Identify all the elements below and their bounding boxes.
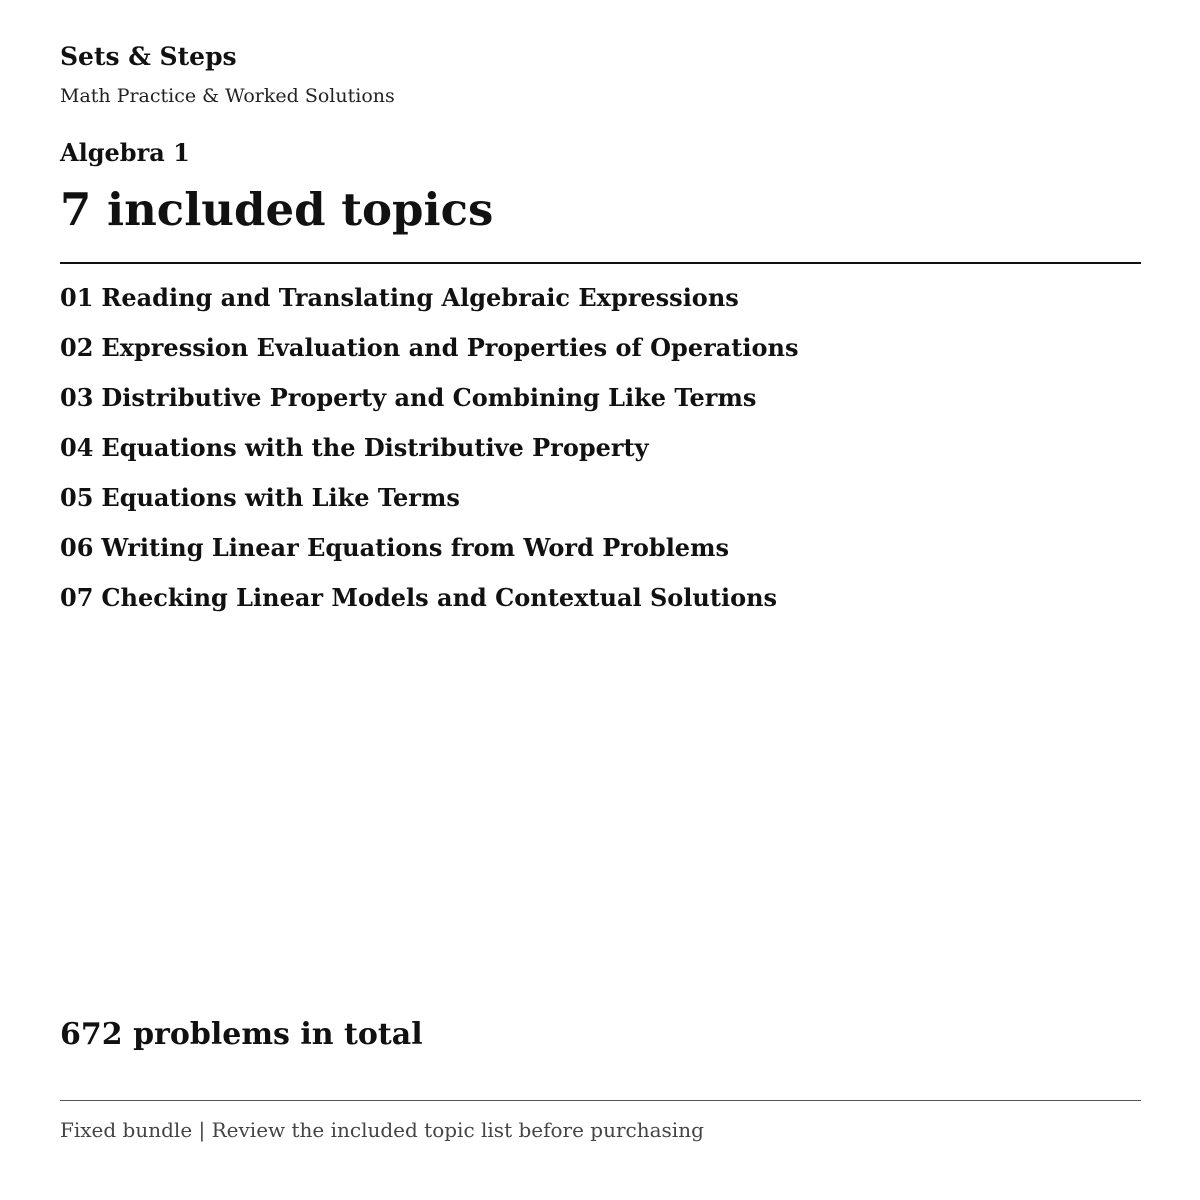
topic-item-02 bbox=[60, 330, 798, 380]
topic-item-06 bbox=[60, 530, 798, 580]
footer-note: Fixed bundle | Review the included topic list before purchasing bbox=[60, 1118, 704, 1142]
topic-item-05 bbox=[60, 480, 798, 530]
topic-number: 06 bbox=[60, 533, 94, 562]
topic-number: 01 bbox=[60, 283, 94, 312]
topic-number: 07 bbox=[60, 583, 94, 612]
topic-title: Reading and Translating Algebraic Expressions bbox=[101, 283, 739, 312]
topic-title: Distributive Property and Combining Like Terms bbox=[101, 383, 757, 412]
topic-list bbox=[60, 280, 798, 630]
topic-item-04 bbox=[60, 430, 798, 480]
topic-title: Checking Linear Models and Contextual Solutions bbox=[101, 583, 778, 612]
topic-item-07 bbox=[60, 580, 798, 630]
topic-item-03 bbox=[60, 380, 798, 430]
topic-title: Writing Linear Equations from Word Problems bbox=[101, 533, 729, 562]
brand-tagline: Math Practice & Worked Solutions bbox=[60, 85, 395, 107]
brand-name: Sets & Steps bbox=[60, 42, 237, 71]
topic-number: 05 bbox=[60, 483, 94, 512]
bundle-page bbox=[60, 0, 1141, 1200]
topic-number: 02 bbox=[60, 333, 94, 362]
topic-number: 03 bbox=[60, 383, 94, 412]
header-divider bbox=[60, 262, 1141, 264]
course-title: Algebra 1 bbox=[60, 138, 190, 167]
topic-title: Equations with the Distributive Property bbox=[101, 433, 649, 462]
footer-divider bbox=[60, 1100, 1141, 1101]
total-problems: 672 problems in total bbox=[60, 1017, 423, 1052]
topic-item-01 bbox=[60, 280, 798, 330]
topic-count-heading: 7 included topics bbox=[60, 183, 494, 236]
topic-title: Expression Evaluation and Properties of Operations bbox=[101, 333, 799, 362]
topic-number: 04 bbox=[60, 433, 94, 462]
topic-title: Equations with Like Terms bbox=[101, 483, 460, 512]
